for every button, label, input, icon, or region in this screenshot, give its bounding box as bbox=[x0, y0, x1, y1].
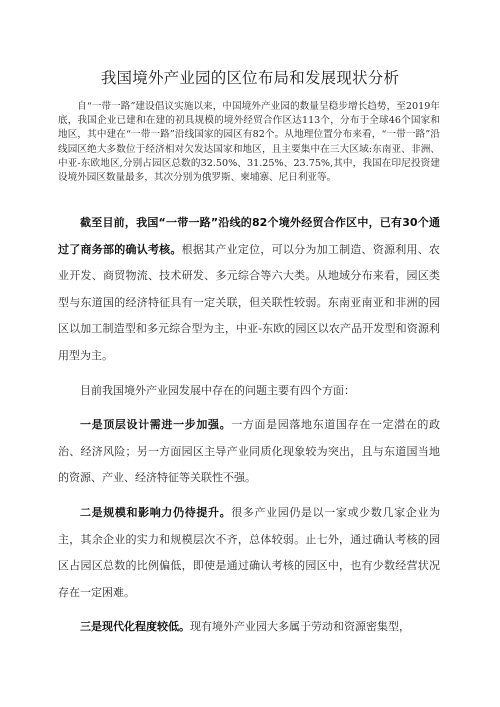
paragraph-problem-three bbox=[58, 614, 440, 641]
paragraph-lead: 一是顶层设计需进一步加强。 bbox=[80, 418, 232, 432]
paragraph-text: 很多产业园仍是以一家或少数几家企业为主，其余企业的实力和规模层次不齐，总体较弱。止七外，通过确认考核的园区占园区总数的比例偏低，即使是通过确认考核的园区中，也有少数经营状况存在一定困难。 bbox=[58, 505, 440, 599]
paragraph-text: 目前我国境外产业园发展中存在的问题主要有四个方面： bbox=[80, 383, 355, 397]
paragraph-problem-two bbox=[58, 500, 440, 606]
page-title: 我国境外产业园的区位布局和发展现状分析 bbox=[100, 69, 400, 87]
intro-block bbox=[58, 100, 440, 185]
paragraph-lead: 三是现代化程度较低。 bbox=[80, 620, 190, 634]
paragraph-text: 根据其产业定位，可以分为加工制造、资源利用、农业开发、商贸物流、技术研发、多元综合等六大类。从地域分布来看，园区类型与东道国的经济特征具有一定关联，但关联性较弱。东南亚南亚和非洲的园区以加工制造型和多元综合型为主，中亚-东欧的园区以农产品开发型和资源利用型为主。 bbox=[58, 242, 441, 362]
paragraph-text: 一方面是园落地东道国存在一定潜在的政治、经济风险；另一方面园区主导产业同质化现象较为突出，且与东道国当地的资源、产业、经济特征等关联性不强。 bbox=[58, 418, 440, 485]
body-text bbox=[58, 210, 440, 649]
paragraph-lead: 二是规模和影响力仍待提升。 bbox=[80, 505, 232, 519]
paragraph-text: 现有境外产业园大多属于劳动和资源密集型， bbox=[190, 620, 410, 634]
paragraph-confirmed-zones bbox=[58, 210, 440, 370]
paragraph-problems-intro bbox=[58, 378, 440, 405]
intro-paragraph: 自“一带一路”建设倡议实施以来，中国境外产业园的数量呈稳步增长趋势，至2019年底，我国企业已建和在建的初具规模的境外经贸合作区达113个，分布于全球46个国家和地区，其中建在“一带一路”沿线国家的园区有82个。从地理位置分布来看，“一带一路”沿线园区绝大多数位于经济相对欠发达国家和地区，且主要集中在三大区域:东南亚、非洲、中亚-东欧地区,分别占园区总数的32.50%、31.25%、23.75%,其中，我国在印尼投资建设境外园区数量最多，其次分别为俄罗斯、柬埔寨、尼日利亚等。 bbox=[58, 101, 440, 184]
paragraph-lead: 截至目前，我国“一带一路”沿线的82个境外经贸合作区中，已有30个通过了商务部的确认考核。 bbox=[58, 216, 440, 256]
paragraph-problem-one bbox=[58, 412, 440, 492]
